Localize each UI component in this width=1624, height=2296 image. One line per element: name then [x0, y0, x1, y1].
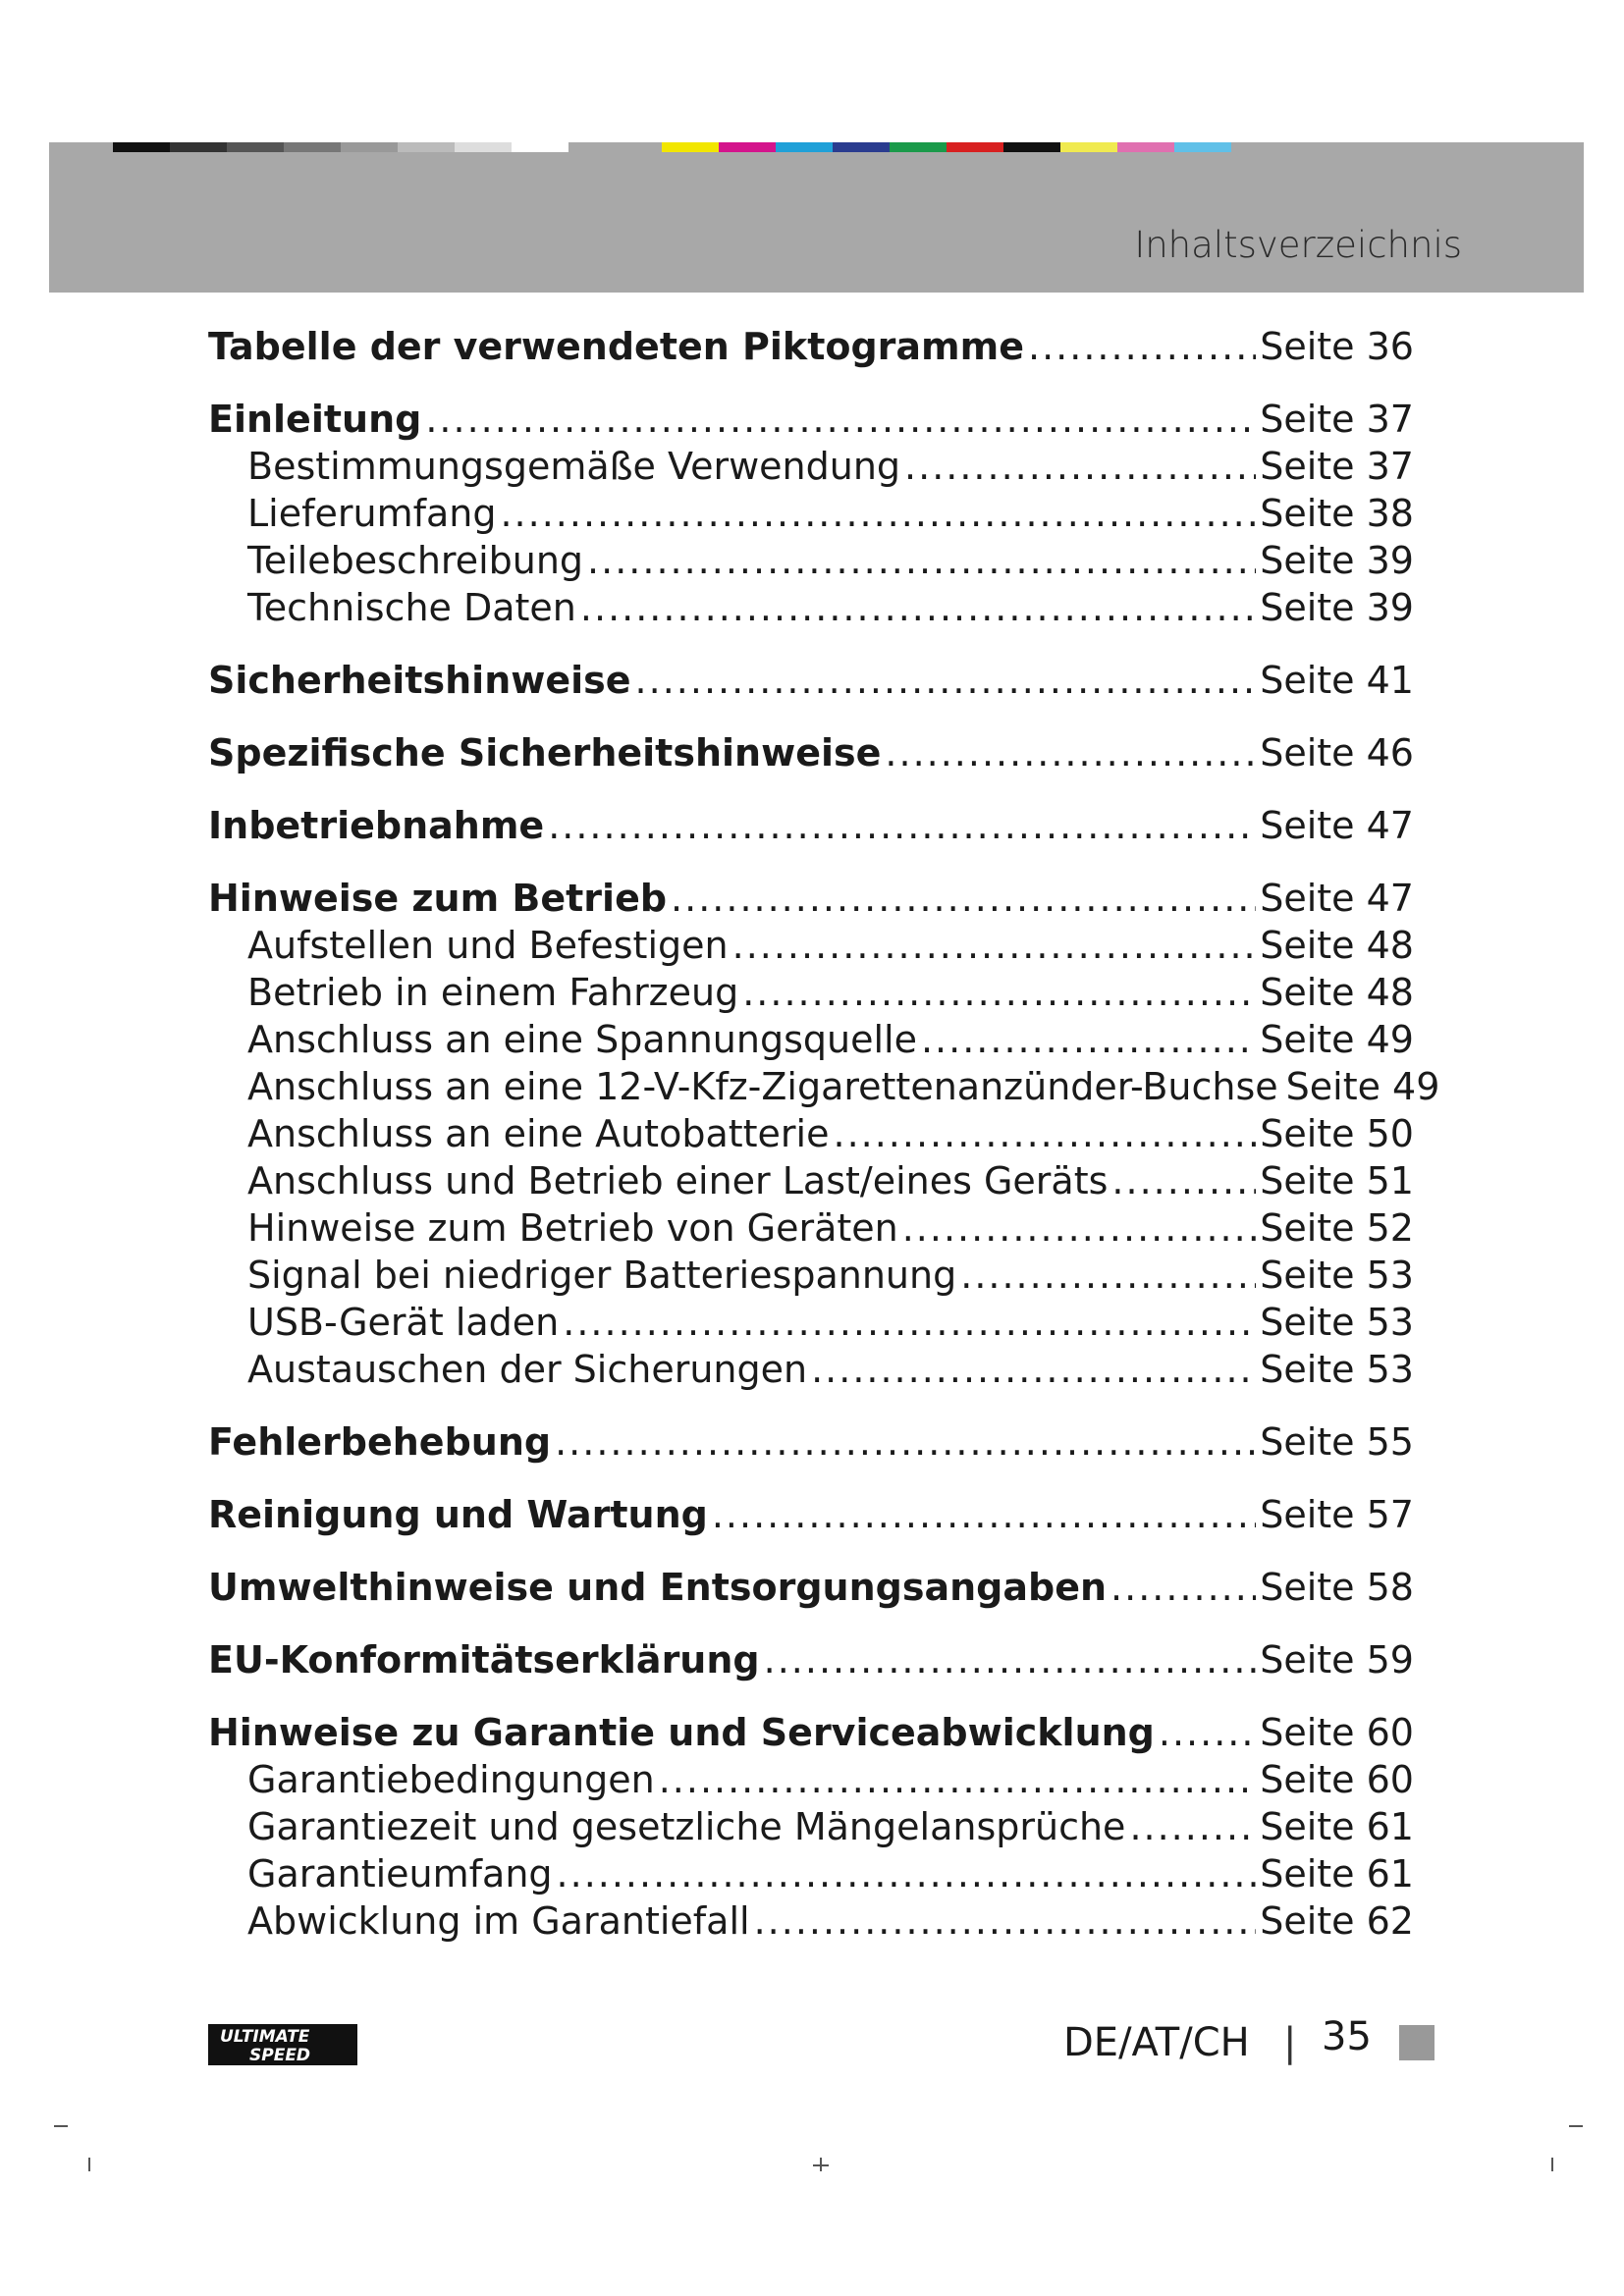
- calibration-swatch: [1117, 142, 1174, 152]
- calibration-swatch: [227, 142, 284, 152]
- toc-entry-label: Tabelle der verwendeten Piktogramme: [208, 325, 1025, 368]
- calibration-swatch: [170, 142, 227, 152]
- toc-entry-page: Seite 39: [1260, 539, 1414, 582]
- toc-leader-dots: [904, 443, 1256, 490]
- toc-leader-dots: [557, 1850, 1257, 1897]
- toc-entry-label: Austauschen der Sicherungen: [247, 1348, 808, 1391]
- toc-entry-page: Seite 53: [1260, 1254, 1414, 1297]
- toc-entry[interactable]: [208, 1564, 1414, 1611]
- toc-entry[interactable]: [208, 1850, 1414, 1897]
- toc-leader-dots: [811, 1346, 1256, 1393]
- toc-leader-dots: [1111, 1157, 1256, 1204]
- toc-entry[interactable]: [208, 729, 1414, 776]
- page-marker-square: [1399, 2025, 1435, 2060]
- toc-entry-label: EU-Konformitätserklärung: [208, 1638, 760, 1682]
- toc-entry-page: Seite 36: [1260, 325, 1414, 368]
- table-of-contents: [208, 319, 1440, 1945]
- calibration-swatch: [662, 142, 719, 152]
- toc-entry[interactable]: [208, 1803, 1414, 1850]
- toc-leader-dots: [671, 875, 1256, 922]
- page-number: 35: [1322, 2014, 1372, 2059]
- toc-entry-label: Aufstellen und Befestigen: [247, 924, 729, 967]
- calibration-swatch: [947, 142, 1003, 152]
- toc-entry-label: Spezifische Sicherheitshinweise: [208, 731, 882, 774]
- toc-entry[interactable]: [208, 1418, 1414, 1466]
- toc-leader-dots: [659, 1756, 1257, 1803]
- toc-entry[interactable]: [208, 1709, 1414, 1756]
- toc-entry-label: Reinigung und Wartung: [208, 1493, 708, 1536]
- calibration-swatch: [776, 142, 833, 152]
- crop-mark: [88, 2158, 90, 2171]
- calibration-swatch: [1174, 142, 1231, 152]
- crop-mark: [820, 2158, 822, 2171]
- toc-entry[interactable]: [208, 1252, 1414, 1299]
- toc-entry-label: Signal bei niedriger Batteriespannung: [247, 1254, 957, 1297]
- toc-leader-dots: [960, 1252, 1256, 1299]
- toc-entry-page: Seite 46: [1260, 731, 1414, 774]
- toc-entry-page: Seite 60: [1260, 1758, 1414, 1801]
- calibration-swatch: [719, 142, 776, 152]
- toc-entry-page: Seite 55: [1260, 1420, 1414, 1464]
- logo-text-line1: ULTIMATE: [220, 2027, 310, 2047]
- toc-entry-label: Technische Daten: [247, 586, 576, 629]
- toc-entry-label: Anschluss an eine 12-V-Kfz-Zigarettenanzünder-Buchse: [247, 1065, 1278, 1108]
- toc-entry-page: Seite 37: [1260, 398, 1414, 441]
- toc-entry-page: Seite 51: [1260, 1159, 1414, 1202]
- toc-entry-page: Seite 53: [1260, 1348, 1414, 1391]
- toc-entry-page: Seite 58: [1260, 1566, 1414, 1609]
- toc-entry-label: Anschluss an eine Spannungsquelle: [247, 1018, 917, 1061]
- calibration-swatch: [341, 142, 398, 152]
- toc-entry-page: Seite 59: [1260, 1638, 1414, 1682]
- calibration-swatch: [512, 142, 568, 152]
- toc-entry-label: Hinweise zum Betrieb von Geräten: [247, 1206, 898, 1250]
- toc-entry-label: Anschluss und Betrieb einer Last/eines Geräts: [247, 1159, 1109, 1202]
- toc-entry-label: USB-Gerät laden: [247, 1301, 560, 1344]
- toc-leader-dots: [548, 802, 1256, 849]
- toc-entry[interactable]: [208, 584, 1414, 631]
- toc-entry-label: Abwicklung im Garantiefall: [247, 1899, 750, 1943]
- calibration-swatch: [833, 142, 890, 152]
- toc-entry-page: Seite 39: [1260, 586, 1414, 629]
- toc-entry[interactable]: [208, 443, 1414, 490]
- logo-text-line2: SPEED: [249, 2046, 311, 2065]
- calibration-swatch: [398, 142, 455, 152]
- toc-entry-label: Betrieb in einem Fahrzeug: [247, 971, 739, 1014]
- toc-entry[interactable]: [208, 1897, 1414, 1945]
- toc-leader-dots: [1129, 1803, 1256, 1850]
- toc-entry-page: Seite 48: [1260, 924, 1414, 967]
- toc-entry[interactable]: [208, 922, 1414, 969]
- toc-leader-dots: [921, 1016, 1256, 1063]
- toc-entry-page: Seite 49: [1260, 1018, 1414, 1061]
- toc-entry[interactable]: [208, 396, 1414, 443]
- toc-leader-dots: [500, 490, 1256, 537]
- crop-mark: [54, 2125, 68, 2127]
- toc-leader-dots: [833, 1110, 1256, 1157]
- calibration-swatch: [113, 142, 170, 152]
- toc-leader-dots: [885, 729, 1256, 776]
- toc-entry-label: Garantieumfang: [247, 1852, 553, 1896]
- toc-entry-label: Bestimmungsgemäße Verwendung: [247, 445, 901, 488]
- toc-leader-dots: [712, 1491, 1256, 1538]
- toc-entry-label: Anschluss an eine Autobatterie: [247, 1112, 830, 1155]
- toc-entry[interactable]: [208, 1110, 1414, 1157]
- toc-entry[interactable]: [208, 490, 1414, 537]
- crop-mark: [1551, 2158, 1553, 2171]
- toc-entry-label: Umwelthinweise und Entsorgungsangaben: [208, 1566, 1108, 1609]
- toc-entry[interactable]: [208, 802, 1414, 849]
- toc-entry-page: Seite 60: [1260, 1711, 1414, 1754]
- page-title: Inhaltsverzeichnis: [1134, 224, 1462, 266]
- toc-entry-page: Seite 48: [1260, 971, 1414, 1014]
- toc-leader-dots: [902, 1204, 1257, 1252]
- toc-entry-page: Seite 61: [1260, 1805, 1414, 1848]
- toc-entry[interactable]: [208, 969, 1414, 1016]
- calibration-swatch: [284, 142, 341, 152]
- toc-entry-page: Seite 47: [1260, 804, 1414, 847]
- calibration-swatch: [1003, 142, 1060, 152]
- toc-entry[interactable]: [208, 537, 1414, 584]
- toc-leader-dots: [732, 922, 1257, 969]
- toc-entry-page: Seite 49: [1285, 1065, 1440, 1108]
- toc-leader-dots: [563, 1299, 1256, 1346]
- toc-entry-label: Garantiebedingungen: [247, 1758, 655, 1801]
- toc-entry-label: Hinweise zum Betrieb: [208, 877, 668, 920]
- toc-entry-page: Seite 38: [1260, 492, 1414, 535]
- toc-leader-dots: [1159, 1709, 1256, 1756]
- calibration-bar: [113, 142, 1231, 152]
- toc-entry[interactable]: [208, 323, 1414, 370]
- toc-entry-page: Seite 57: [1260, 1493, 1414, 1536]
- toc-entry-page: Seite 41: [1260, 659, 1414, 702]
- footer-separator: |: [1283, 2020, 1297, 2065]
- toc-entry-page: Seite 47: [1260, 877, 1414, 920]
- toc-entry[interactable]: [208, 1063, 1440, 1110]
- toc-entry-label: Teilebeschreibung: [247, 539, 584, 582]
- toc-entry-label: Garantiezeit und gesetzliche Mängelansprüche: [247, 1805, 1126, 1848]
- toc-entry-page: Seite 37: [1260, 445, 1414, 488]
- toc-leader-dots: [587, 537, 1256, 584]
- calibration-swatch: [890, 142, 947, 152]
- toc-entry-label: Inbetriebnahme: [208, 804, 545, 847]
- toc-leader-dots: [1028, 323, 1256, 370]
- toc-leader-dots: [1110, 1564, 1256, 1611]
- header-band: [49, 142, 1584, 293]
- toc-entry-page: Seite 62: [1260, 1899, 1414, 1943]
- toc-entry-page: Seite 52: [1260, 1206, 1414, 1250]
- toc-entry[interactable]: [208, 657, 1414, 704]
- toc-entry-label: Einleitung: [208, 398, 422, 441]
- toc-leader-dots: [555, 1418, 1256, 1466]
- toc-leader-dots: [635, 657, 1257, 704]
- crop-mark: [1569, 2125, 1583, 2127]
- toc-entry[interactable]: [208, 875, 1414, 922]
- footer-region: DE/AT/CH: [1063, 2020, 1250, 2065]
- toc-entry-page: Seite 61: [1260, 1852, 1414, 1896]
- toc-entry[interactable]: [208, 1491, 1414, 1538]
- toc-leader-dots: [742, 969, 1256, 1016]
- toc-entry[interactable]: [208, 1756, 1414, 1803]
- toc-leader-dots: [754, 1897, 1257, 1945]
- toc-entry[interactable]: [208, 1016, 1414, 1063]
- toc-entry-page: Seite 53: [1260, 1301, 1414, 1344]
- calibration-swatch: [455, 142, 512, 152]
- toc-entry-label: Fehlerbehebung: [208, 1420, 552, 1464]
- toc-entry[interactable]: [208, 1157, 1414, 1204]
- toc-leader-dots: [764, 1636, 1257, 1683]
- toc-entry[interactable]: [208, 1346, 1414, 1393]
- brand-logo: [208, 2020, 357, 2065]
- toc-entry[interactable]: [208, 1299, 1414, 1346]
- calibration-swatch: [1060, 142, 1117, 152]
- toc-entry-label: Lieferumfang: [247, 492, 497, 535]
- toc-leader-dots: [425, 396, 1256, 443]
- toc-leader-dots: [580, 584, 1256, 631]
- toc-entry-label: Hinweise zu Garantie und Serviceabwicklung: [208, 1711, 1155, 1754]
- toc-entry-label: Sicherheitshinweise: [208, 659, 631, 702]
- toc-entry[interactable]: [208, 1204, 1414, 1252]
- toc-entry-page: Seite 50: [1260, 1112, 1414, 1155]
- toc-entry[interactable]: [208, 1636, 1414, 1683]
